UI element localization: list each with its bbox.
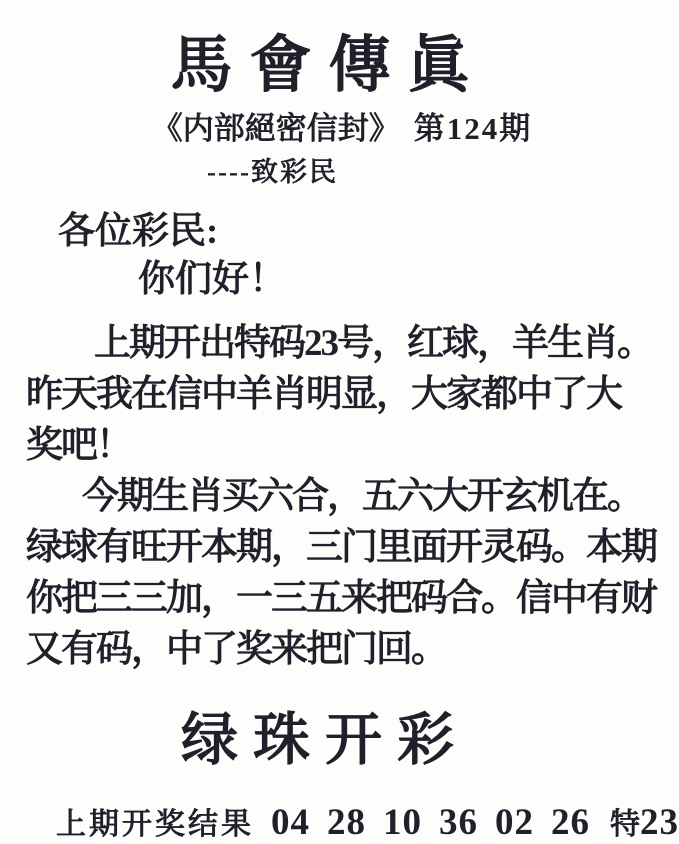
special-prefix: 特 bbox=[610, 808, 640, 841]
slogan-text: 绿珠开彩 bbox=[181, 709, 469, 772]
body-line-7: 又有码，中了奖来把门回。 bbox=[26, 629, 446, 670]
body-line-4: 今期生肖买六合，五六大开玄机在。 bbox=[82, 476, 642, 517]
previous-results-line bbox=[56, 799, 679, 844]
salutation: 各位彩民: bbox=[58, 211, 219, 252]
body-line-1: 上期开出特码23号，红球，羊生肖。 bbox=[94, 323, 652, 364]
result-number-3: 10 bbox=[383, 802, 422, 843]
letter-title: 馬會傳眞 bbox=[170, 32, 487, 100]
letter-body bbox=[26, 318, 656, 675]
result-number-4: 36 bbox=[439, 802, 478, 843]
subtitle-envelope-text: 《内部絕密信封》 bbox=[151, 111, 400, 146]
dedication-line: ----致彩民 bbox=[207, 157, 338, 187]
special-digits: 23 bbox=[640, 802, 679, 843]
results-label: 上期开奖结果 bbox=[56, 808, 254, 841]
greeting: 你们好！ bbox=[138, 259, 286, 300]
body-line-5: 绿球有旺开本期，三门里面开灵码。本期 bbox=[26, 527, 656, 568]
special-number bbox=[610, 802, 679, 843]
result-number-2: 28 bbox=[327, 802, 366, 843]
body-line-2: 昨天我在信中羊肖明显，大家都中了大 bbox=[26, 374, 621, 415]
issue-number: 第124期 bbox=[413, 111, 533, 146]
result-number-5: 02 bbox=[495, 802, 534, 843]
body-line-3: 奖吧！ bbox=[26, 425, 131, 466]
letter-subtitle bbox=[48, 110, 636, 148]
body-line-6: 你把三三加，一三五来把码合。信中有财 bbox=[26, 578, 656, 619]
result-number-6: 26 bbox=[551, 802, 590, 843]
result-number-1: 04 bbox=[271, 802, 310, 843]
